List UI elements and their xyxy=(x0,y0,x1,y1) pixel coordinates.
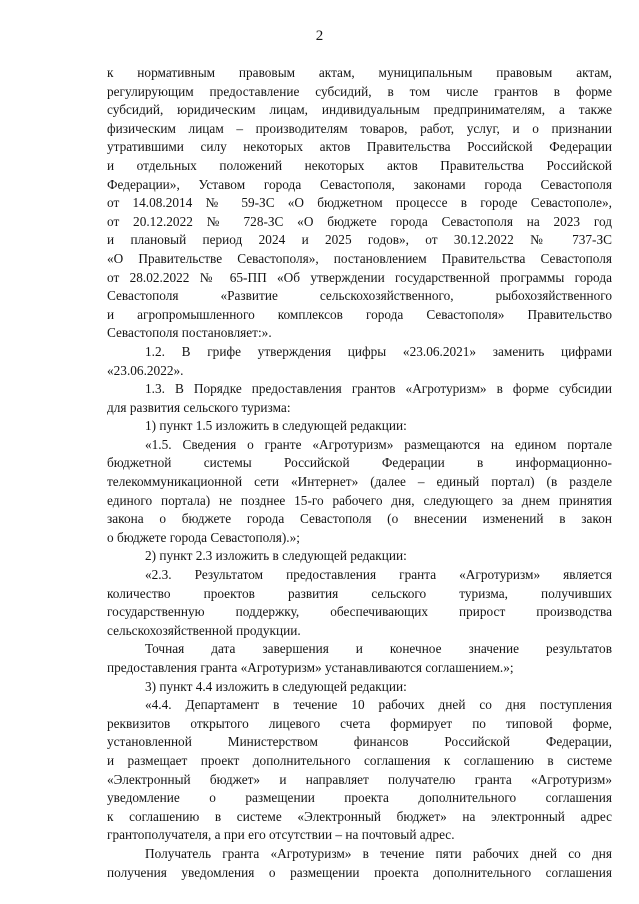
text-line: и плановый период 2024 и 2025 годов», от 30.12.2022 № 737-ЗС xyxy=(107,232,612,248)
text-line: бюджетной системы Российской Федерации в информационно- xyxy=(107,455,612,471)
text-line: количество проектов развития сельского туризма, получивших xyxy=(107,585,612,601)
text-line: закона о бюджете города Севастополя (о внесении изменений в закон xyxy=(107,511,612,527)
text-line: установленной Министерством финансов Российской Федерации, xyxy=(107,734,612,750)
text-line: и отдельных положений некоторых актов Правительства Российской xyxy=(107,157,612,173)
page-number: 2 xyxy=(315,28,324,44)
text-line: 3) пункт 4.4 изложить в следующей редакции: xyxy=(145,678,407,694)
text-line: «23.06.2022». xyxy=(107,362,184,378)
text-line: от 14.08.2014 № 59-ЗС «О бюджетном процессе в городе Севастополе», xyxy=(107,195,612,211)
text-line: грантополучателя, а при его отсутствии – на почтовый адрес. xyxy=(107,827,455,843)
text-line: для развития сельского туризма: xyxy=(107,399,291,415)
text-line: Федерации», Уставом города Севастополя, законами города Севастополя xyxy=(107,176,612,192)
text-line: телекоммуникационной сети «Интернет» (далее – единый портал) (в разделе xyxy=(107,474,612,490)
text-line: уведомление о размещении проекта дополнительного соглашения xyxy=(107,790,612,806)
text-line: к соглашению в системе «Электронный бюджет» на электронный адрес xyxy=(107,808,612,824)
text-line: «Электронный бюджет» и направляет получателю гранта «Агротуризм» xyxy=(107,771,612,787)
text-line: «1.5. Сведения о гранте «Агротуризм» размещаются на едином портале xyxy=(145,436,612,452)
text-line: единого портала) не позднее 15-го рабочего дня, следующего за днем принятия xyxy=(107,492,612,508)
text-line: субсидий, юридическим лицам, индивидуальным предпринимателям, а также xyxy=(107,102,612,118)
text-line: к нормативным правовым актам, муниципальным правовым актам, xyxy=(107,65,612,80)
text-line: предоставления гранта «Агротуризм» устанавливаются соглашением.»; xyxy=(107,660,514,675)
text-line: регулирующим предоставление субсидий, в том числе грантов в форме xyxy=(107,83,612,99)
text-line: «О Правительстве Севастополя», постановлением Правительства Севастополя xyxy=(107,250,612,266)
text-line: 1.2. В грифе утверждения цифры «23.06.2021» заменить цифрами xyxy=(145,343,612,359)
text-line: от 20.12.2022 № 728-ЗС «О бюджете города Севастополя на 2023 год xyxy=(107,213,612,229)
document-body xyxy=(107,64,612,882)
text-line: утратившими силу некоторых актов Правительства Российской Федерации xyxy=(107,139,612,155)
text-line: «4.4. Департамент в течение 10 рабочих дней со дня поступления xyxy=(145,697,612,713)
text-line: Точная дата завершения и конечное значение результатов xyxy=(145,641,612,657)
text-line: государственную поддержку, обеспечивающих прирост производства xyxy=(107,604,612,620)
text-line: реквизитов открытого лицевого счета формирует по типовой форме, xyxy=(107,715,612,731)
text-line: Севастополя «Развитие сельскохозяйственного, рыбохозяйственного xyxy=(107,288,612,304)
text-line: и агропромышленного комплексов города Севастополя» Правительство xyxy=(107,306,612,322)
text-line: сельскохозяйственной продукции. xyxy=(107,622,301,638)
text-line: от 28.02.2022 № 65-ПП «Об утверждении государственной программы города xyxy=(107,269,612,285)
text-line: и размещает проект дополнительного соглашения к соглашению в системе xyxy=(107,752,612,768)
text-line: физическим лицам – производителям товаров, работ, услуг, и о признании xyxy=(107,120,612,136)
text-line: 2) пункт 2.3 изложить в следующей редакции: xyxy=(145,548,407,564)
text-line: «2.3. Результатом предоставления гранта «Агротуризм» является xyxy=(145,567,612,583)
text-line: о бюджете города Севастополя).»; xyxy=(107,529,300,545)
text-line: 1.3. В Порядке предоставления грантов «Агротуризм» в форме субсидии xyxy=(145,381,612,397)
text-line: Севастополя постановляет:». xyxy=(107,325,272,341)
text-line: 1) пункт 1.5 изложить в следующей редакции: xyxy=(145,418,407,434)
text-line: получения уведомления о размещении проекта дополнительного соглашения xyxy=(107,864,612,880)
text-line: Получатель гранта «Агротуризм» в течение пяти рабочих дней со дня xyxy=(145,845,612,861)
